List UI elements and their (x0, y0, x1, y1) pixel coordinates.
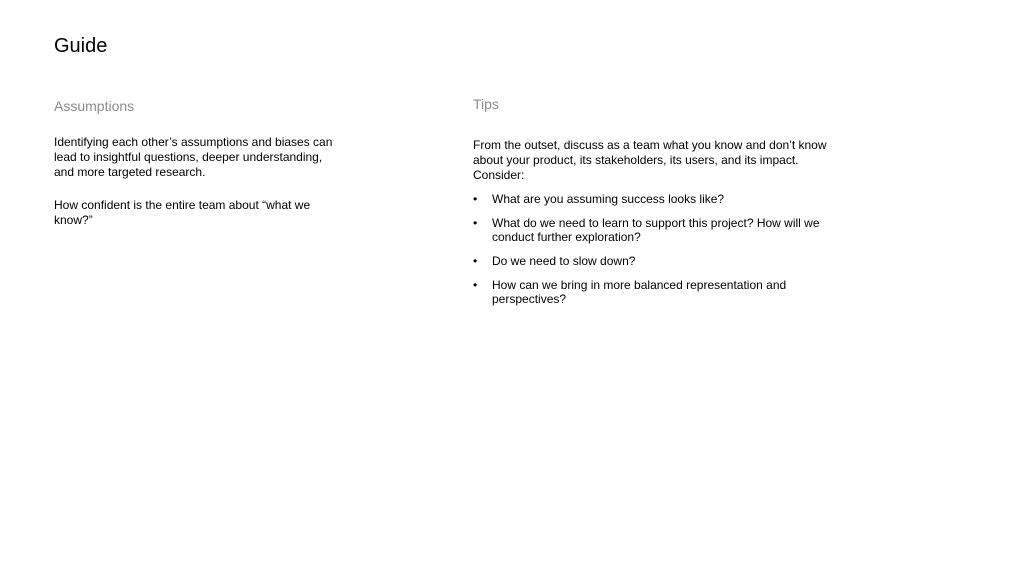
tips-list-item-text: How can we bring in more balanced representation and perspectives? (492, 278, 787, 306)
bullet-icon: • (473, 254, 478, 268)
bullet-icon: • (473, 216, 478, 230)
page-title: Guide (54, 35, 108, 57)
tips-list-item (473, 192, 853, 206)
tips-list-item (473, 254, 853, 268)
tips-list-item-text: What do we need to learn to support this project? How will we conduct further exploration? (492, 216, 820, 244)
bullet-icon: • (473, 192, 478, 206)
tips-list-item (473, 216, 853, 244)
assumptions-section (54, 97, 334, 246)
assumptions-paragraph: Identifying each other’s assumptions and biases can lead to insightful questions, deeper understanding, and more targeted research. (54, 135, 333, 179)
tips-list-item-text: What are you assuming success looks like? (492, 192, 725, 206)
tips-list-item (473, 278, 853, 306)
tips-section (473, 95, 853, 316)
bullet-icon: • (473, 278, 478, 292)
assumptions-heading: Assumptions (54, 98, 135, 114)
tips-intro: From the outset, discuss as a team what you know and don’t know about your product, its stakeholders, its users, and its impact. Consider: (473, 138, 827, 182)
tips-list (473, 192, 853, 306)
tips-list-item-text: Do we need to slow down? (492, 254, 636, 268)
assumptions-paragraph: How confident is the entire team about “what we know?” (54, 198, 311, 227)
tips-heading: Tips (473, 96, 499, 112)
